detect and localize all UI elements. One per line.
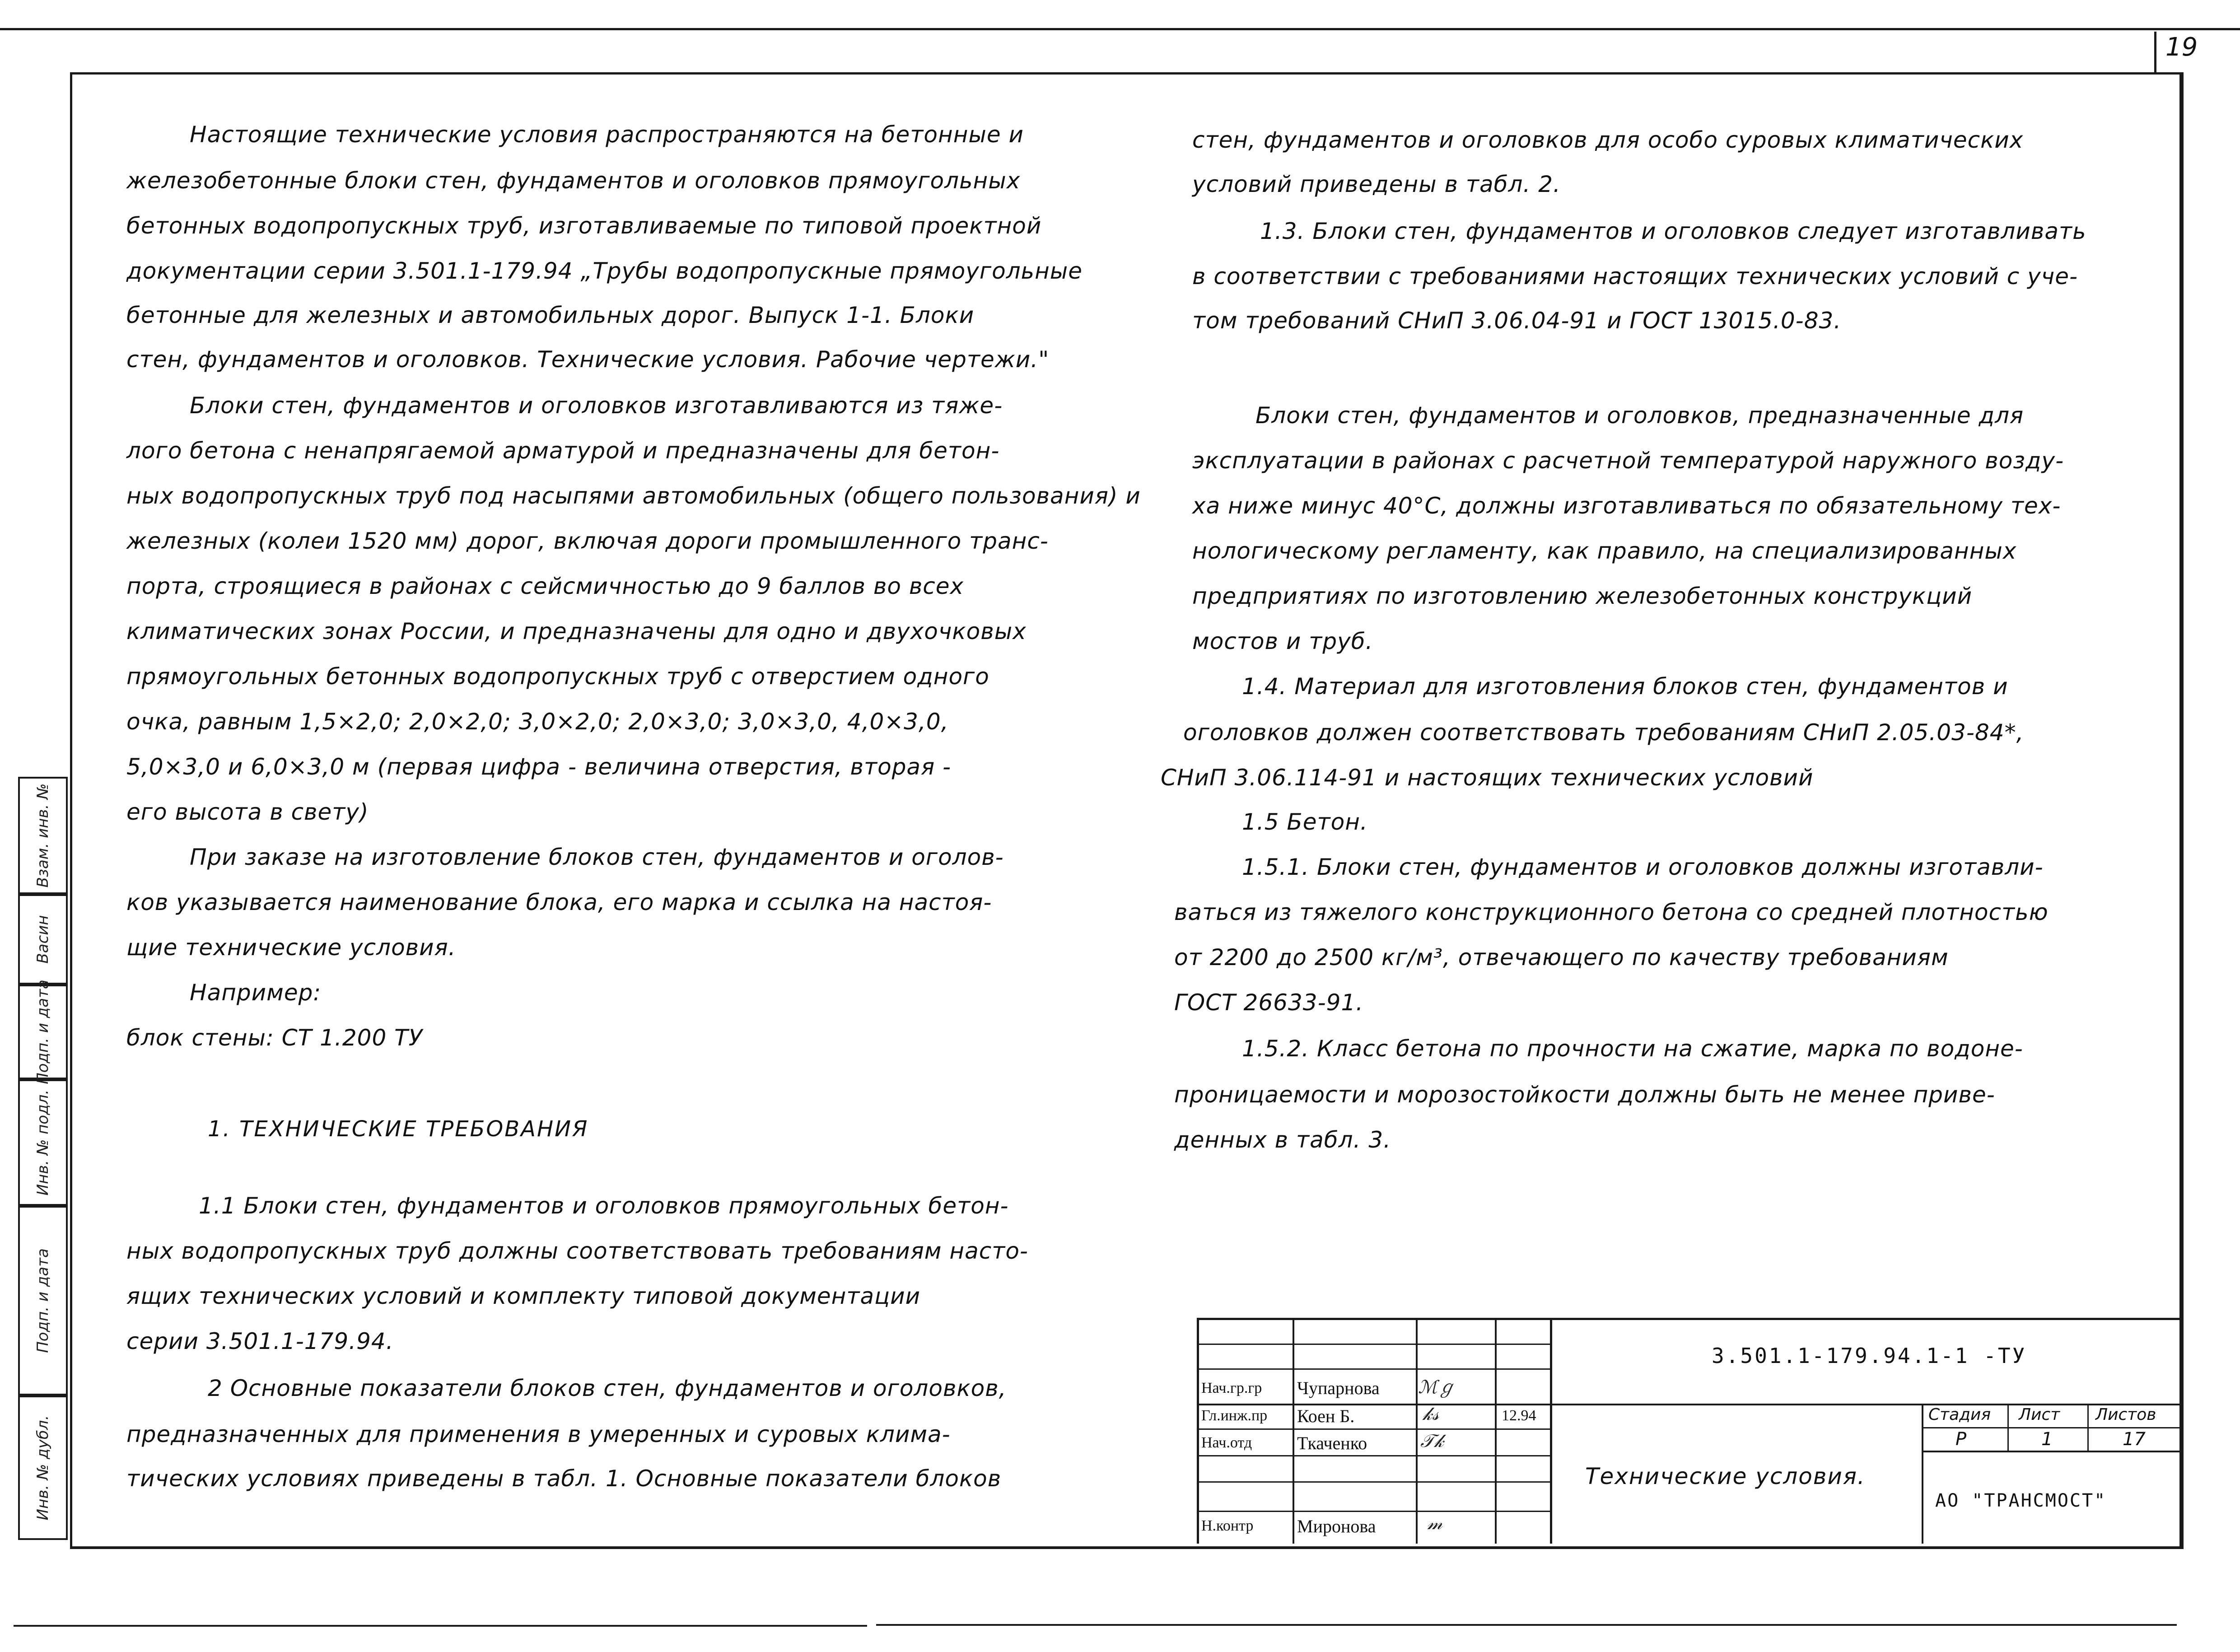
text-line: 1.3. Блоки стен, фундаментов и оголовков следует изготавливать	[1260, 218, 2086, 244]
text-line: от 2200 до 2500 кг/м³, отвечающего по качеству требованиям	[1174, 944, 1949, 971]
text-line: ГОСТ 26633-91.	[1174, 989, 1364, 1016]
text-line: Настоящие технические условия распространяются на бетонные и	[190, 121, 1024, 148]
bottom-rule-right	[876, 1624, 2177, 1626]
strip-text-5: Подп. и дата	[34, 1248, 52, 1353]
grid-col	[1293, 1318, 1294, 1544]
signature-chuparnova: ℳℊ	[1418, 1377, 1456, 1398]
text-line: 5,0×3,0 и 6,0×3,0 м (первая цифра - величина отверстия, вторая -	[126, 754, 952, 780]
text-line: эксплуатации в районах с расчетной температурой наружного возду-	[1192, 448, 2064, 474]
text-line: стен, фундаментов и оголовков. Технические условия. Рабочие чертежи."	[126, 346, 1050, 373]
text-line: СНиП 3.06.114-91 и настоящих технических условий	[1161, 765, 1814, 791]
sheet-label: Лист	[2019, 1405, 2060, 1424]
text-line: документации серии 3.501.1-179.94 „Трубы водопропускные прямоугольные	[126, 258, 1083, 284]
sheet-number: 19	[2165, 33, 2198, 62]
text-line: серии 3.501.1-179.94.	[126, 1328, 394, 1354]
top-border-line	[0, 28, 2240, 30]
text-line: лого бетона с ненапрягаемой арматурой и предназначены для бетон-	[126, 438, 1000, 464]
strip-cell-6	[18, 1395, 68, 1540]
text-line: оголовков должен соответствовать требованиям СНиП 2.05.03-84*,	[1183, 719, 2024, 746]
text-line: 1.5 Бетон.	[1242, 809, 1368, 835]
signature-tkachenko: 𝒯𝓀	[1420, 1431, 1444, 1451]
info-hline	[1922, 1427, 2181, 1428]
text-line: 1.5.2. Класс бетона по прочности на сжатие, марка по водоне-	[1242, 1036, 2023, 1062]
strip-text-4: Инв. № подл.	[34, 1089, 52, 1196]
text-line: прямоугольных бетонных водопропускных труб с отверстием одного	[126, 663, 989, 690]
info-vline	[2087, 1404, 2089, 1451]
strip-text-1: Взам. инв. №	[34, 783, 52, 888]
text-line: тических условиях приведены в табл. 1. Основные показатели блоков	[126, 1465, 1002, 1492]
strip-cell-2	[18, 894, 68, 985]
text-line: ящих технических условий и комплекту типовой документации	[126, 1283, 921, 1309]
example-label: Например:	[190, 980, 322, 1006]
section-heading: 1. ТЕХНИЧЕСКИЕ ТРЕБОВАНИЯ	[208, 1116, 589, 1142]
text-line: бетонных водопропускных труб, изготавливаемые по типовой проектной	[126, 213, 1042, 239]
text-line: нологическому регламенту, как правило, на специализированных	[1192, 538, 2017, 564]
strip-text-2: Васин	[34, 915, 52, 964]
text-line: Блоки стен, фундаментов и оголовков, предназначенные для	[1255, 402, 2024, 429]
text-line: том требований СНиП 3.06.04-91 и ГОСТ 13015.0-83.	[1192, 308, 1842, 334]
text-line: ваться из тяжелого конструкционного бетона со средней плотностью	[1174, 899, 2049, 925]
stage-label: Стадия	[1928, 1405, 1991, 1424]
text-line: стен, фундаментов и оголовков для особо суровых климатических	[1192, 127, 2024, 153]
strip-text-6: Инв. № дубл.	[34, 1415, 52, 1521]
strip-text-3: Подп. и дата	[34, 980, 52, 1084]
strip-cell-4	[18, 1079, 68, 1206]
grid-row	[1197, 1344, 1551, 1345]
text-line: предприятиях по изготовлению железобетонных конструкций	[1192, 583, 1973, 609]
role-cell: Гл.инж.пр	[1201, 1407, 1268, 1424]
text-line: Блоки стен, фундаментов и оголовков изготавливаются из тяже-	[190, 392, 1003, 419]
frame-right-edge	[2179, 72, 2184, 1549]
sheets-value: 17	[2123, 1429, 2146, 1450]
text-line: денных в табл. 3.	[1174, 1127, 1391, 1153]
doc-code: 3.501.1-179.94.1-1 -ТУ	[1712, 1344, 2027, 1368]
name-cell: Чупарнова	[1297, 1378, 1380, 1398]
text-line: ных водопропускных труб под насыпями автомобильных (общего пользования) и	[126, 483, 1141, 509]
grid-col	[1416, 1318, 1418, 1544]
text-line: ных водопропускных труб должны соответствовать требованиям насто-	[126, 1238, 1028, 1264]
role-cell: Н.контр	[1201, 1517, 1254, 1534]
grid-row	[1197, 1481, 1551, 1483]
text-line: щие технические условия.	[126, 934, 456, 961]
document-title: Технические условия.	[1585, 1463, 1866, 1489]
text-line: очка, равным 1,5×2,0; 2,0×2,0; 3,0×2,0; 2,0×3,0; 3,0×3,0, 4,0×3,0,	[126, 709, 949, 735]
name-cell: Ткаченко	[1297, 1433, 1367, 1453]
grid-row	[1197, 1511, 1551, 1512]
stage-value: Р	[1955, 1429, 1967, 1450]
info-vline	[1922, 1404, 1923, 1544]
text-line: его высота в свету)	[126, 799, 369, 825]
name-cell: Коен Б.	[1297, 1406, 1355, 1426]
text-line: в соответствии с требованиями настоящих технических условий с уче-	[1192, 263, 2078, 289]
sheet-value: 1	[2041, 1429, 2053, 1450]
text-line: бетонные для железных и автомобильных дорог. Выпуск 1-1. Блоки	[126, 302, 975, 328]
role-cell: Нач.гр.гр	[1201, 1380, 1262, 1396]
sheet-number-divider	[2154, 32, 2156, 72]
text-line: 1.1 Блоки стен, фундаментов и оголовков прямоугольных бетон-	[199, 1193, 1009, 1219]
text-line: 1.5.1. Блоки стен, фундаментов и оголовков должны изготавли-	[1242, 854, 2044, 880]
example-value: блок стены: СТ 1.200 ТУ	[126, 1025, 423, 1051]
sheets-label: Листов	[2095, 1405, 2156, 1424]
name-cell: Миронова	[1297, 1516, 1376, 1536]
text-line: проницаемости и морозостойкости должны быть не менее приве-	[1174, 1082, 1995, 1108]
grid-col	[1550, 1318, 1552, 1544]
grid-row	[1197, 1368, 1551, 1370]
strip-cell-5	[18, 1206, 68, 1395]
stamp-left	[1197, 1318, 1199, 1544]
role-cell: Нач.отд	[1201, 1434, 1252, 1451]
text-line: ков указывается наименование блока, его марка и ссылка на настоя-	[126, 889, 992, 915]
text-line: условий приведены в табл. 2.	[1192, 171, 1561, 197]
text-line: железобетонные блоки стен, фундаментов и оголовков прямоугольных	[126, 168, 1021, 194]
text-line: порта, строящиеся в районах с сейсмичностью до 9 баллов во всех	[126, 573, 964, 599]
strip-cell-3	[18, 980, 68, 1084]
date-cell: 12.94	[1502, 1407, 1536, 1424]
text-line: При заказе на изготовление блоков стен, фундаментов и оголов-	[190, 844, 1004, 870]
text-line: предназначенных для применения в умеренных и суровых клима-	[126, 1421, 951, 1447]
signature-koen: 𝓀𝓈	[1423, 1404, 1439, 1424]
grid-row	[1197, 1455, 1551, 1456]
grid-row	[1197, 1428, 1551, 1430]
text-line: ха ниже минус 40°С, должны изготавливаться по обязательному тех-	[1192, 493, 2061, 519]
text-line: 2 Основные показатели блоков стен, фундаментов и оголовков,	[208, 1375, 1007, 1401]
bottom-rule-left	[14, 1625, 867, 1627]
text-line: мостов и труб.	[1192, 628, 1373, 654]
text-line: климатических зонах России, и предназначены для одно и двухочковых	[126, 618, 1027, 644]
signature-mironova: 𝓂	[1427, 1513, 1442, 1534]
text-line: 1.4. Материал для изготовления блоков стен, фундаментов и	[1242, 673, 2008, 700]
info-vline	[2007, 1404, 2009, 1451]
grid-col	[1495, 1318, 1497, 1544]
organization: АО "ТРАНСМОСТ"	[1935, 1490, 2107, 1511]
strip-cell-1	[18, 777, 68, 894]
info-hline	[1922, 1451, 2181, 1452]
stamp-top	[1197, 1318, 2181, 1320]
text-line: железных (колеи 1520 мм) дорог, включая дороги промышленного транс-	[126, 528, 1049, 554]
